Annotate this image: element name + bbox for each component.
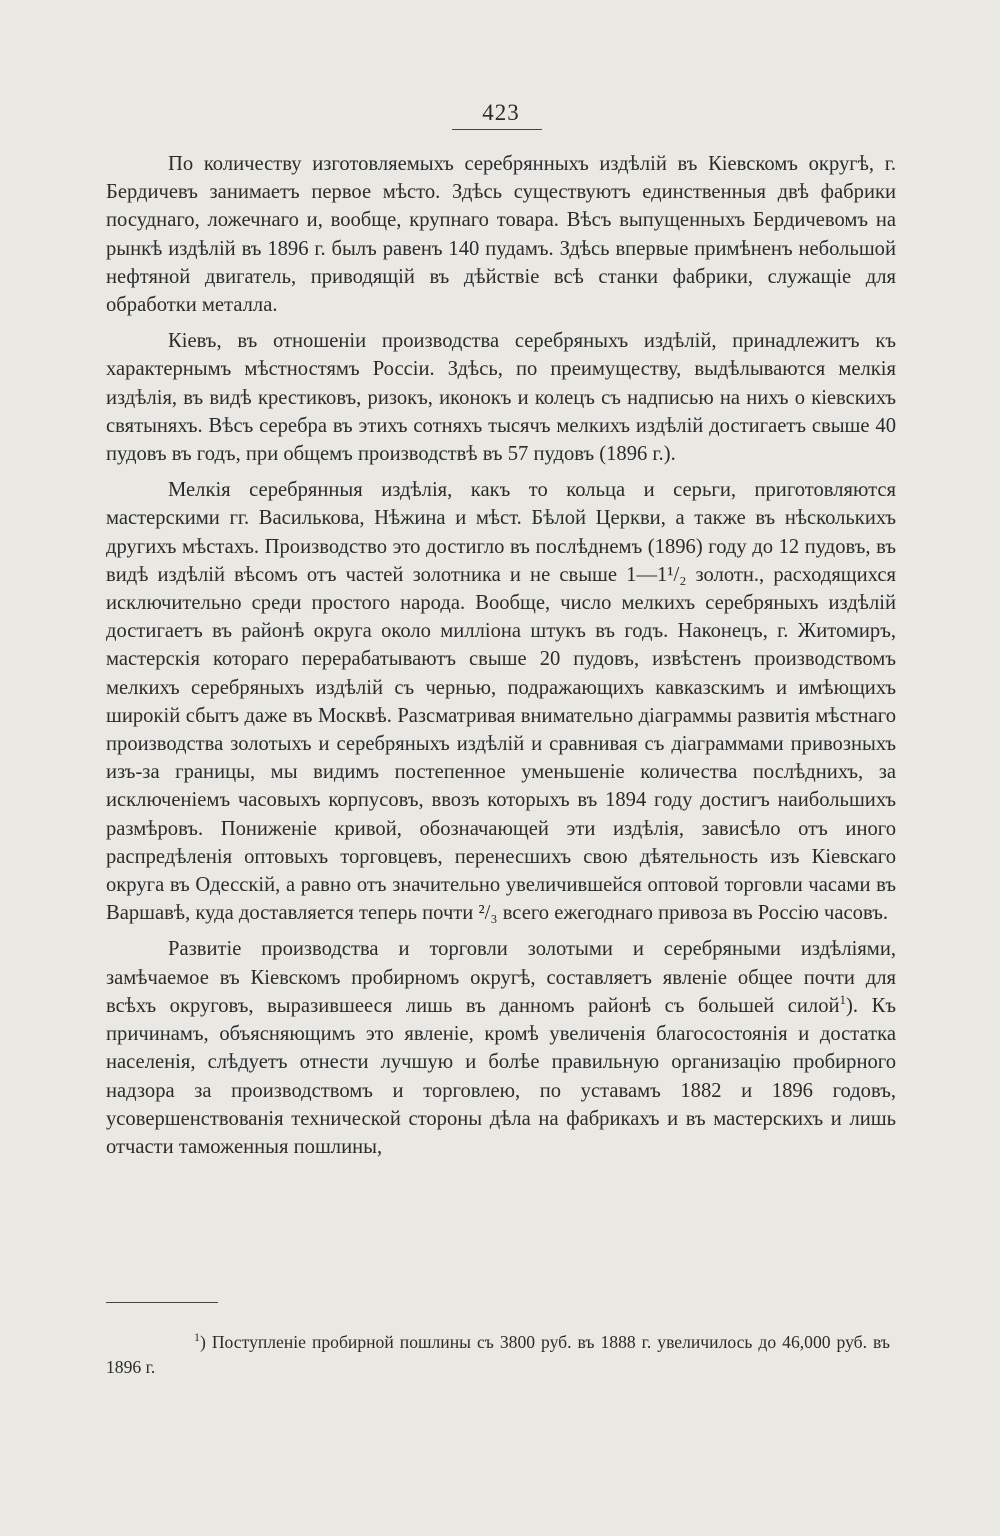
page-number: 423 [482, 100, 520, 125]
footnote-marker: 1 [194, 1330, 200, 1345]
footnote-rule [106, 1302, 218, 1303]
footnote [106, 1330, 890, 1379]
footnote-reference: 1 [839, 992, 847, 1008]
footnote-text: ) Поступленіе пробирной пошлины съ 3800 руб. въ 1888 г. увеличилось до 46,000 руб. въ 1896 г. [106, 1332, 890, 1377]
paragraph-4-text-start: Развитіе производства и торговли золотыми и серебряными издѣліями, замѣчаемое въ Кіевскомъ пробирномъ округѣ, составляетъ явленіе общее почти для всѣхъ округовъ, выразившееся лишь въ данномъ районѣ съ большей силой [106, 938, 896, 1017]
paragraph-3: Мелкія серебрянныя издѣлія, какъ то кольца и серьги, приготовляются мастерскими гг. Василькова, Нѣжина и мѣст. Бѣлой Церкви, а также въ нѣсколькихъ другихъ мѣстахъ. Производство это достигло въ послѣднемъ (1896) году до 12 пудовъ, въ видѣ издѣлій вѣсомъ отъ частей золотника и не свыше 1—1¹/₂ золотн., расходящихся исключительно среди простого народа. Вообще, число мелкихъ серебряныхъ издѣлій достигаетъ въ районѣ округа около милліона штукъ въ годъ. Наконецъ, г. Житомиръ, мастерскія котораго перерабатываютъ свыше 20 пудовъ, извѣстенъ производствомъ мелкихъ серебряныхъ издѣлій съ чернью, подражающихъ кавказскимъ и имѣющихъ широкій сбытъ даже въ Москвѣ. Разсматривая внимательно діаграммы развитія мѣстнаго производства золотыхъ и серебряныхъ издѣлій и сравнивая съ діаграммами привозныхъ изъ-за границы, мы видимъ постепенное уменьшеніе количества послѣднихъ, за исключеніемъ часовыхъ корпусовъ, ввозъ которыхъ въ 1894 году достигъ наибольшихъ размѣровъ. Пониженіе кривой, обозначающей эти издѣлія, зависѣло отъ иного распредѣленія оптовыхъ торговцевъ, перенесшихъ свою дѣятельность изъ Кіевскаго округа въ Одесскій, а равно отъ значительно увеличившейся оптовой торговли часами въ Варшавѣ, куда доставляется теперь почти ²/₃ всего ежегоднаго привоза въ Россію часовъ. [106, 479, 896, 925]
body-text [106, 150, 896, 1169]
paragraph-4 [106, 935, 896, 1161]
paragraph-2: Кіевъ, въ отношеніи производства серебряныхъ издѣлій, принадлежитъ къ характернымъ мѣстностямъ Россіи. Здѣсь, по преимуществу, выдѣлываются мелкія издѣлія, въ видѣ крестиковъ, ризокъ, иконокъ и колецъ съ надписью на нихъ о кіевскихъ святыняхъ. Вѣсъ серебра въ этихъ сотняхъ тысячъ мелкихъ издѣлій достигаетъ свыше 40 пудовъ въ годъ, при общемъ производствѣ въ 57 пудовъ (1896 г.). [106, 330, 896, 466]
paragraph-1: По количеству изготовляемыхъ серебрянныхъ издѣлій въ Кіевскомъ округѣ, г. Бердичевъ занимаетъ первое мѣсто. Здѣсь существуютъ единственныя двѣ фабрики посуднаго, ложечнаго и, вообще, крупнаго товара. Вѣсъ выпущенныхъ Бердичевомъ на рынкѣ издѣлій въ 1896 г. былъ равенъ 140 пудамъ. Здѣсь впервые примѣненъ небольшой нефтяной двигатель, приводящій въ дѣйствіе всѣ станки фабрики, служащіе для обработки металла. [106, 153, 896, 317]
paragraph-4-text-end: ). Къ причинамъ, объясняющимъ это явленіе, кромѣ увеличенія благосостоянія и достатка населенія, слѣдуетъ отнести лучшую и болѣе правильную организацію пробирного надзора за производствомъ и торговлею, по уставамъ 1882 и 1896 годовъ, усовершенствованія технической стороны дѣла на фабрикахъ и въ мастерскихъ и лишь отчасти таможенныя пошлины, [106, 994, 896, 1158]
page-number-rule [452, 129, 542, 130]
